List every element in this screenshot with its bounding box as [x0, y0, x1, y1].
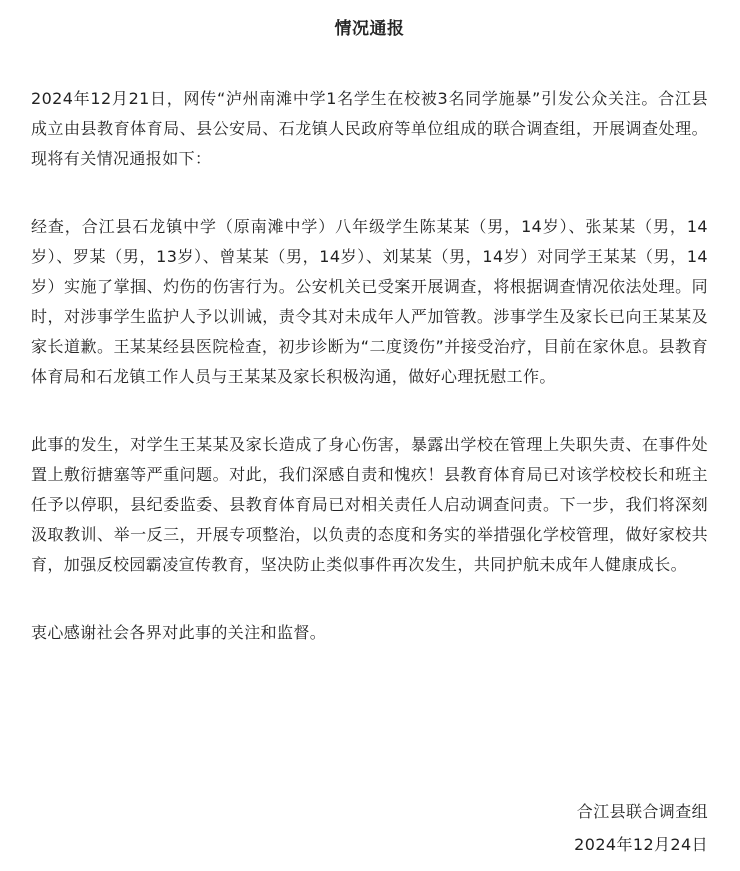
- paragraph-intro: 2024年12月21日，网传“泸州南滩中学1名学生在校被3名同学施暴”引发公众关注。合江县成立由县教育体育局、县公安局、石龙镇人民政府等单位组成的联合调查组，开展调查处理。现将有关情况通报如下：: [31, 89, 708, 168]
- signature-organization: 合江县联合调查组: [576, 802, 708, 821]
- paragraph-thanks: 衷心感谢社会各界对此事的关注和监督。: [31, 623, 327, 642]
- notice-title: 情况通报: [334, 19, 405, 39]
- signature-date: 2024年12月24日: [574, 835, 708, 854]
- signature-block: [574, 795, 708, 861]
- paragraph-findings: 经查，合江县石龙镇中学（原南滩中学）八年级学生陈某某（男，14岁）、张某某（男，14岁）、罗某（男，13岁）、曾某某（男，14岁）、刘某某（男，14岁）对同学王某某（男，14岁）实施了掌掴、灼伤的伤害行为。公安机关已受案开展调查，将根据调查情况依法处理。同时，对涉事学生监护人予以训诫，责令其对未成年人严加管教。涉事学生及家长已向王某某及家长道歉。王某某经县医院检查，初步诊断为“二度烫伤”并接受治疗，目前在家休息。县教育体育局和石龙镇工作人员与王某某及家长积极沟通，做好心理抚慰工作。: [31, 217, 708, 386]
- paragraph-accountability: 此事的发生，对学生王某某及家长造成了身心伤害，暴露出学校在管理上失职失责、在事件处置上敷衍搪塞等严重问题。对此，我们深感自责和愧疚！县教育体育局已对该学校校长和班主任予以停职，县纪委监委、县教育体育局已对相关责任人启动调查问责。下一步，我们将深刻汲取教训、举一反三，开展专项整治，以负责的态度和务实的举措强化学校管理，做好家校共育，加强反校园霸凌宣传教育，坚决防止类似事件再次发生，共同护航未成年人健康成长。: [31, 435, 708, 574]
